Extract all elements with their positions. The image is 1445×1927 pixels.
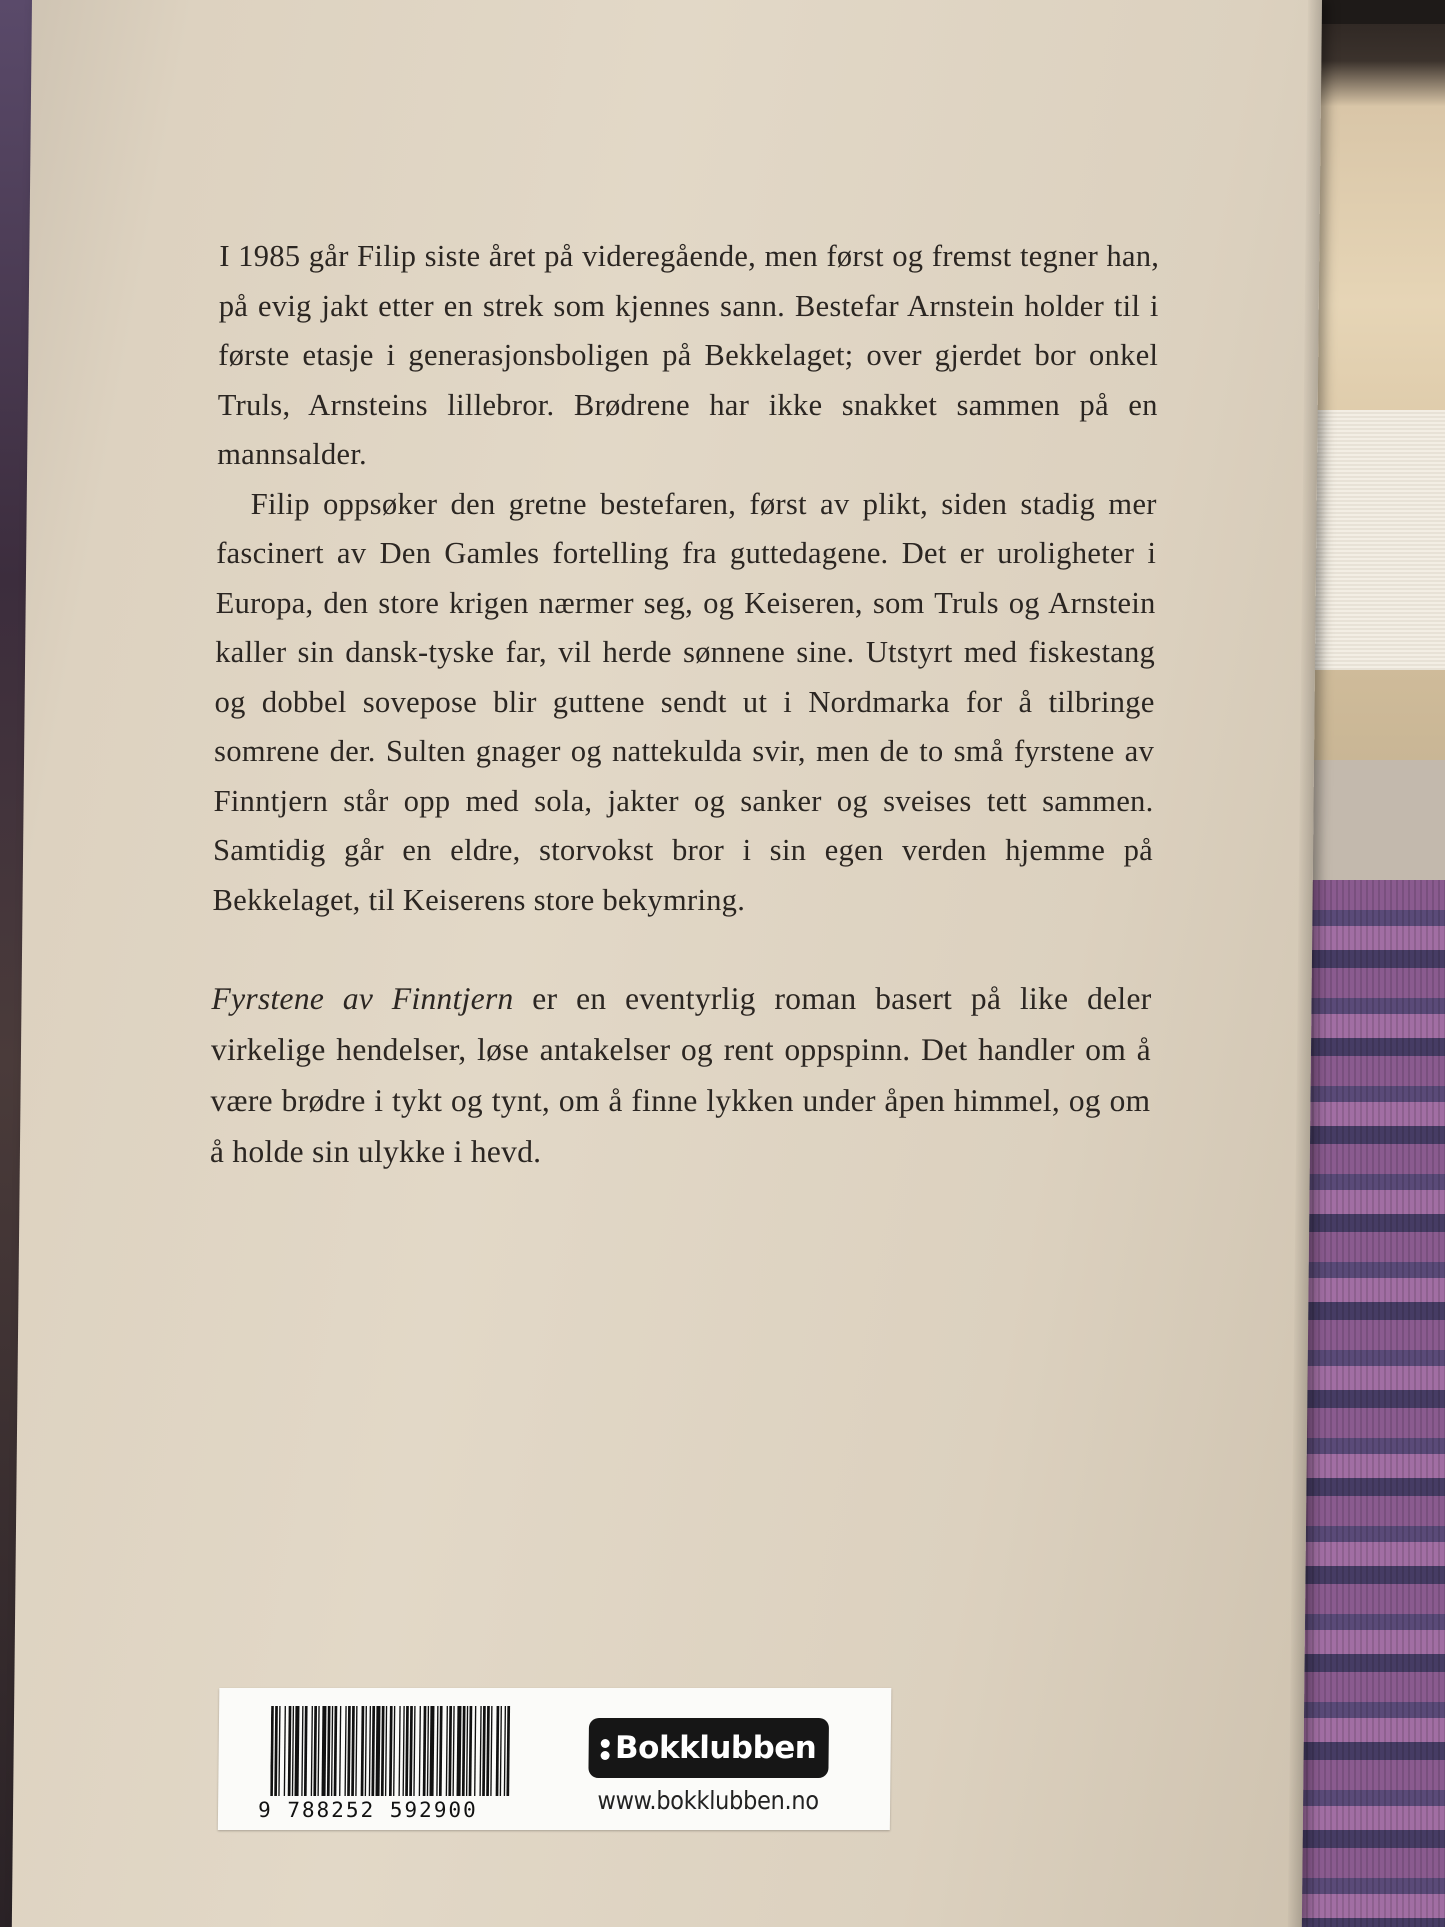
barcode-bar <box>301 1706 303 1796</box>
barcode-bar <box>469 1706 473 1796</box>
barcode-bar <box>389 1706 393 1796</box>
barcode-bar <box>439 1706 443 1796</box>
isbn-number: 9 788252 592900 <box>257 1798 478 1822</box>
barcode-bar <box>462 1706 466 1796</box>
barcode-bar <box>317 1706 319 1796</box>
barcode-bar <box>490 1706 492 1796</box>
blurb-paragraph-3 <box>210 973 1152 1177</box>
barcode-bar <box>311 1706 313 1796</box>
blurb-paragraph-2: Filip oppsøker den gretne bestefaren, først av plikt, siden stadig mer fascinert av Den Gamles fortelling fra guttedagene. Det er uroligheter i Europa, den store krigen nærmer seg, og Keiseren, som Truls og Arnstein kaller sin dansk-tyske far, vil herde sønnene sine. Utstyrt med fiskestang og dobbel sovepose blir guttene sendt ut i Nordmarka for å tilbringe somrene der. Sulten gnager og nattekulda svir, men de to små fyrstene av Finntjern står opp med sola, jakter og sanker og sveises tett sammen. Samtidig går en eldre, storvokst bror i sin egen verden hjemme på Bekkelaget, til Keiserens store bekymring. <box>212 486 1157 917</box>
barcode-bar <box>321 1706 326 1796</box>
barcode-bar <box>474 1706 476 1796</box>
barcode-bar <box>355 1706 357 1796</box>
barcode-bar <box>274 1706 278 1796</box>
blurb-paragraph-1: I 1985 går Filip siste året på videregående, men først og fremst tegner han, på evig jakt etter en strek som kjennes sann. Bestefar Arnstein holder til i første etasje i generasjonsboligen på Bekkelaget; over gjerdet bor onkel Truls, Arnsteins lillebror. Brødrene har ikke snakket sammen på en mannsalder. <box>217 239 1160 471</box>
barcode-bar <box>339 1706 341 1796</box>
barcode-bar <box>504 1706 506 1796</box>
barcode-bar <box>486 1706 490 1796</box>
barcode-bar <box>506 1706 510 1796</box>
barcode-bar <box>446 1706 448 1796</box>
barcode-bar <box>482 1706 486 1796</box>
barcode-bar <box>361 1706 365 1796</box>
barcode-bar <box>402 1706 404 1796</box>
barcode-bar <box>452 1706 454 1796</box>
barcode-bar <box>413 1706 415 1796</box>
book-back-cover <box>12 0 1322 1927</box>
logo-text: Bokklubben <box>614 1730 817 1766</box>
barcode-bar <box>344 1706 346 1796</box>
barcode-bar <box>347 1706 351 1796</box>
barcode-bar <box>448 1706 452 1796</box>
barcode-bar <box>466 1706 468 1796</box>
barcode-bar <box>365 1706 367 1796</box>
barcode-bar <box>423 1706 427 1796</box>
barcode-bar <box>334 1706 338 1796</box>
barcode-bar <box>405 1706 409 1796</box>
barcode-bar <box>292 1706 294 1796</box>
barcode-bar <box>398 1706 400 1796</box>
barcode-bar <box>288 1706 292 1796</box>
barcode-bar <box>436 1706 438 1796</box>
barcode-bar <box>284 1706 286 1796</box>
bokklubben-logo <box>588 1718 829 1778</box>
barcode-bar <box>456 1706 461 1796</box>
barcode-bar <box>381 1706 385 1796</box>
barcode-bar <box>351 1706 355 1796</box>
barcode-bar <box>479 1706 481 1796</box>
barcode-bar <box>496 1706 500 1796</box>
barcode-sticker <box>218 1688 891 1830</box>
blurb-paragraph-3-text: er en eventyrlig roman basert på like deler virkelige hendelser, løse antakelser og rent oppspinn. Det handler om å være brødre i tykt og tynt, om å finne lykken under åpen himmel, og om å holde sin ulykke i hevd. <box>209 981 1152 1169</box>
barcode-bar <box>270 1706 274 1796</box>
barcode-bar <box>371 1706 375 1796</box>
barcode-bar <box>409 1706 413 1796</box>
barcode-bar <box>429 1706 434 1796</box>
barcode-bar <box>278 1706 280 1796</box>
barcode-bar <box>327 1706 331 1796</box>
barcode-bar <box>385 1706 387 1796</box>
barcode-bar <box>375 1706 380 1796</box>
book-title: Fyrstene av Finntjern <box>211 981 514 1016</box>
barcode-bar <box>500 1706 502 1796</box>
background-purple-fabric <box>1300 880 1445 1927</box>
barcode-bar <box>427 1706 429 1796</box>
barcode-bar <box>313 1706 317 1796</box>
barcode-bar <box>331 1706 333 1796</box>
barcode-bar <box>294 1706 299 1796</box>
barcode-bar <box>369 1706 371 1796</box>
blurb-text <box>210 232 1160 1177</box>
barcode-image <box>270 1706 511 1796</box>
logo-dots-icon <box>601 1737 611 1761</box>
barcode-bar <box>419 1706 421 1796</box>
barcode-bar <box>304 1706 308 1796</box>
barcode-bar <box>393 1706 395 1796</box>
website-url: www.bokklubben.no <box>597 1786 819 1815</box>
